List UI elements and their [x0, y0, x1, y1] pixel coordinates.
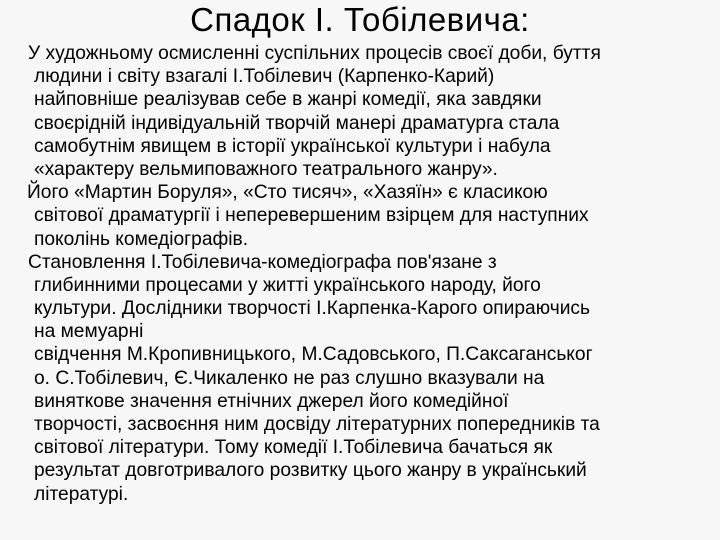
text-line: на мемуарні — [34, 321, 144, 343]
text-line: Його «Мартин Боруля», «Сто тисяч», «Хазяїн» є класикою — [27, 182, 548, 204]
text-line: найповніше реалізував себе в жанрі комедії, яка завдяки — [34, 89, 542, 111]
text-line: самобутнім явищем в історії української культури і набула — [34, 135, 551, 157]
text-line: У художньому осмисленні суспільних процесів своєї доби, буття — [28, 43, 601, 64]
text-line: результат довготривалого розвитку цього жанру в український — [34, 460, 587, 482]
text-line: творчості, засвоєння ним досвіду літературних попередників та — [34, 414, 600, 435]
text-line: культури. Дослідники творчості І.Карпенка-Карого опираючись — [34, 298, 591, 320]
text-line: о. С.Тобілевич, Є.Чикаленко не раз слушно вказували на — [34, 367, 545, 389]
paragraph-formation — [20, 251, 716, 506]
text-line: виняткове значення етнічних джерел його комедійної — [34, 390, 509, 412]
text-line: свідчення М.Кропивницького, М.Садовського, П.Саксаганськог — [34, 344, 593, 366]
text-line: літературі. — [34, 483, 129, 505]
text-line: глибинними процесами у житті українського народу, його — [34, 274, 541, 296]
slide-body — [20, 42, 716, 506]
text-line: поколінь комедіографів. — [34, 228, 249, 250]
paragraph-comedy-genre — [20, 42, 716, 181]
text-line: людини і світу взагалі І.Тобілевич (Карпенко-Карий) — [34, 66, 495, 88]
text-line: своєрідній індивідуальній творчій манері драматурга стала — [34, 112, 560, 134]
paragraph-classic-works — [20, 181, 716, 251]
slide-title: Спадок І. Тобілевича: — [190, 1, 530, 38]
text-line: світової драматургії і неперевершеним взірцем для наступних — [34, 205, 589, 227]
text-line: «характеру вельмиповажного театрального жанру». — [34, 158, 498, 180]
text-line: світової літератури. Тому комедії І.Тобілевича бачаться як — [34, 437, 553, 459]
text-line: Становлення І.Тобілевича-комедіографа пов'язане з — [28, 251, 497, 273]
